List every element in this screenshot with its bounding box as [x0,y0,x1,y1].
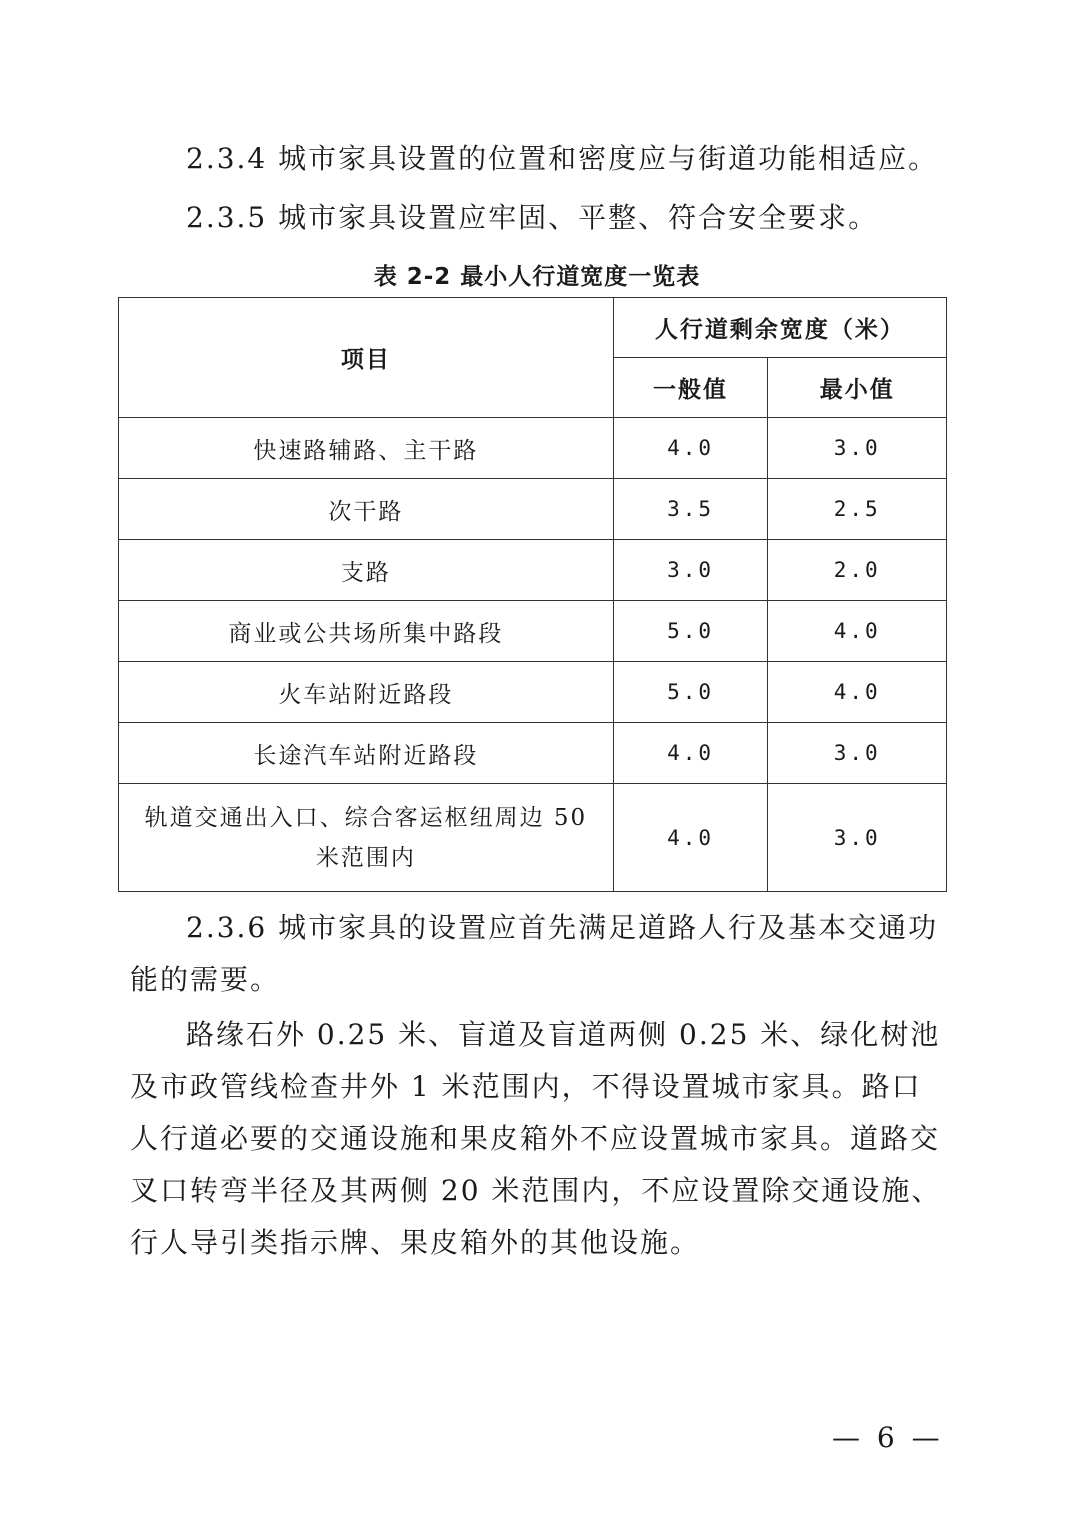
table-row [119,418,947,479]
row-general: 3.5 [613,479,768,540]
row-minimum: 3.0 [768,723,947,784]
table-row [119,723,947,784]
table-row [119,601,947,662]
row-minimum: 4.0 [768,662,947,723]
row-general: 4.0 [613,723,768,784]
header-item: 项目 [119,298,614,418]
row-item: 支路 [119,540,614,601]
row-item: 长途汽车站附近路段 [119,723,614,784]
paragraph-clearance-rules: 路缘石外 0.25 米、盲道及盲道两侧 0.25 米、绿化树池及市政管线检查井外 1 米范围内，不得设置城市家具。路口人行道必要的交通设施和果皮箱外不应设置城市家具。道路交叉口转弯半径及其两侧 20 米范围内，不应设置除交通设施、行人导引类指示牌、果皮箱外的其他设施。 [130,1018,942,1259]
row-item: 快速路辅路、主干路 [119,418,614,479]
row-general: 5.0 [613,662,768,723]
row-general: 3.0 [613,540,768,601]
row-minimum: 3.0 [768,418,947,479]
row-general: 4.0 [613,784,768,892]
row-minimum: 4.0 [768,601,947,662]
table-row [119,784,947,892]
row-item: 次干路 [119,479,614,540]
page-number: — 6 — [832,1421,944,1454]
row-general: 4.0 [613,418,768,479]
row-item: 火车站附近路段 [119,662,614,723]
paragraph-2-3-5: 2.3.5 城市家具设置应牢固、平整、符合安全要求。 [186,201,879,234]
paragraph-2-3-4: 2.3.4 城市家具设置的位置和密度应与街道功能相适应。 [186,142,939,175]
paragraph-2-3-6: 2.3.6 城市家具的设置应首先满足道路人行及基本交通功能的需要。 [130,911,939,996]
row-minimum: 2.5 [768,479,947,540]
header-general: 一般值 [613,358,768,418]
table-row [119,479,947,540]
sidewalk-width-table [118,297,947,892]
table-row [119,540,947,601]
row-minimum: 3.0 [768,784,947,892]
row-item: 商业或公共场所集中路段 [119,601,614,662]
table-caption: 表 2-2 最小人行道宽度一览表 [373,264,701,290]
row-item: 轨道交通出入口、综合客运枢纽周边 50 米范围内 [119,784,614,892]
row-general: 5.0 [613,601,768,662]
row-minimum: 2.0 [768,540,947,601]
header-group: 人行道剩余宽度（米） [613,298,946,358]
header-minimum: 最小值 [768,358,947,418]
table-row [119,662,947,723]
